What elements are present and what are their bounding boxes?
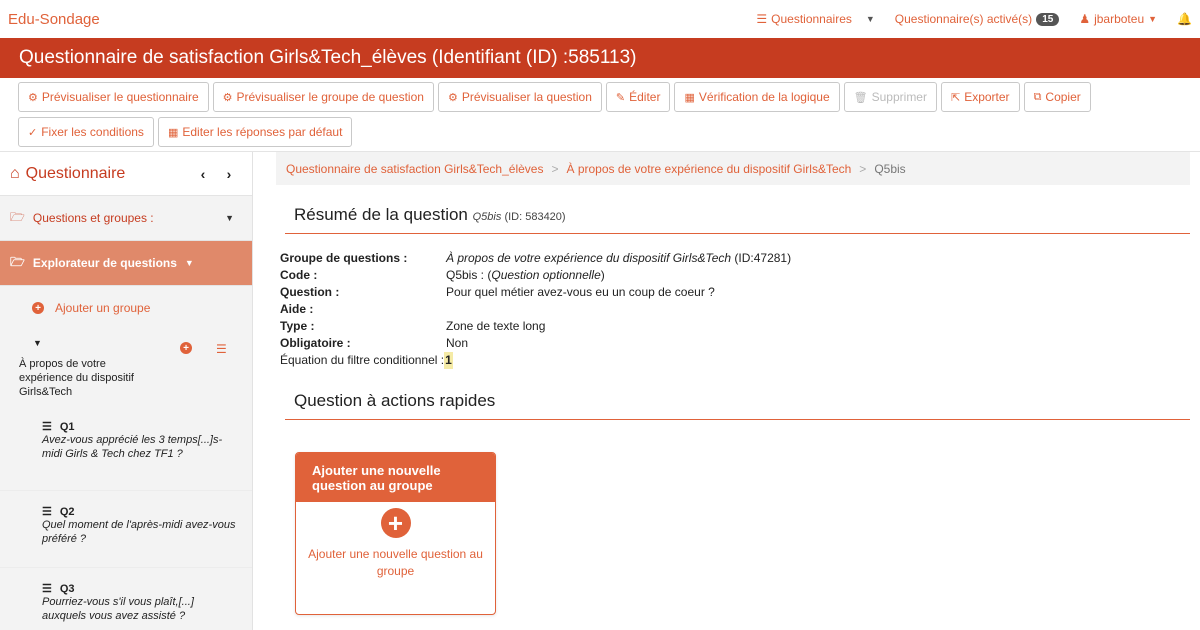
chevron-right-icon[interactable]: › bbox=[226, 165, 232, 182]
add-group-link[interactable] bbox=[0, 286, 252, 330]
notifications-bell[interactable] bbox=[1177, 12, 1192, 26]
list-item[interactable] bbox=[0, 414, 252, 491]
summary-heading bbox=[285, 185, 1190, 234]
add-group-label: Ajouter un groupe bbox=[55, 301, 151, 315]
code-close: ) bbox=[600, 268, 605, 282]
gear-icon: ⚙ bbox=[28, 91, 38, 104]
questionnaires-menu[interactable] bbox=[756, 12, 874, 26]
caret-down-icon[interactable]: ▼ bbox=[33, 338, 42, 348]
question-text: Pourriez-vous s'il vous plaît,[...] auxquels vous avez assisté ? bbox=[42, 596, 194, 622]
navbar-right bbox=[756, 12, 1192, 26]
chevron-down-icon: ▼ bbox=[225, 213, 234, 223]
copy-icon: ⧉ bbox=[1033, 90, 1042, 103]
edit-label: Éditer bbox=[629, 90, 661, 104]
activated-count-badge: 15 bbox=[1036, 13, 1059, 26]
group-field-id: (ID:47281) bbox=[734, 251, 792, 265]
list-icon: ☰ bbox=[42, 506, 52, 518]
code-optional: Question optionnelle bbox=[491, 268, 601, 282]
activated-label: Questionnaire(s) activé(s) bbox=[894, 12, 1033, 26]
sidebar bbox=[0, 152, 253, 630]
list-item[interactable] bbox=[0, 568, 252, 630]
conditions-icon: ✓ bbox=[28, 126, 38, 139]
plus-circle-icon: + bbox=[32, 302, 44, 314]
questions-groups-label: Questions et groupes : bbox=[32, 211, 154, 225]
chevron-down-icon: ▼ bbox=[184, 258, 194, 268]
preview-question-button[interactable] bbox=[438, 82, 602, 112]
add-question-card[interactable] bbox=[295, 452, 496, 615]
main-area bbox=[0, 152, 1200, 630]
delete-label: Supprimer bbox=[871, 90, 927, 104]
quick-actions-heading bbox=[285, 369, 1190, 420]
home-icon[interactable]: ⌂ bbox=[10, 164, 20, 182]
code-field-label: Code : bbox=[280, 268, 318, 282]
question-field-value: Pour quel métier avez-vous eu un coup de coeur ? bbox=[446, 285, 715, 299]
code-field-value: Q5bis : ( bbox=[446, 268, 492, 282]
list-icon: ☰ bbox=[42, 421, 52, 433]
preview-question-label: Prévisualiser la question bbox=[461, 90, 592, 104]
list-icon: ☰ bbox=[42, 583, 52, 595]
preview-survey-label: Prévisualiser le questionnaire bbox=[41, 90, 199, 104]
export-label: Exporter bbox=[964, 90, 1010, 104]
plus-circle-icon: + bbox=[381, 508, 411, 538]
gear-icon: ⚙ bbox=[447, 91, 458, 104]
user-icon: ♟ bbox=[1079, 12, 1091, 26]
default-answers-button[interactable] bbox=[158, 117, 353, 147]
preview-group-label: Prévisualiser le groupe de question bbox=[236, 90, 424, 104]
breadcrumb-question: Q5bis bbox=[874, 161, 906, 176]
survey-title: Questionnaire de satisfaction Girls&Tech_élèves (Identifiant (ID) :585113) bbox=[19, 47, 637, 68]
add-question-card-body bbox=[296, 502, 495, 580]
questionnaires-label: Questionnaires bbox=[771, 12, 852, 26]
breadcrumb bbox=[276, 152, 1190, 185]
user-menu[interactable] bbox=[1079, 12, 1157, 26]
add-question-icon[interactable]: + bbox=[180, 342, 192, 354]
sidebar-title[interactable]: Questionnaire bbox=[25, 164, 126, 182]
chevron-down-icon: ▼ bbox=[865, 14, 875, 24]
summary-id: (ID: 583420) bbox=[504, 211, 566, 223]
content-area bbox=[253, 152, 1200, 630]
gear-icon: ⚙ bbox=[222, 91, 233, 104]
help-field-label: Aide : bbox=[280, 302, 314, 316]
group-field-value: À propos de votre expérience du dispositif Girls&Tech bbox=[446, 251, 732, 265]
pencil-icon: ✎ bbox=[615, 91, 626, 104]
survey-title-bar bbox=[0, 38, 1200, 78]
user-name: jbarboteu bbox=[1094, 12, 1145, 26]
activated-surveys-link[interactable] bbox=[895, 12, 1060, 26]
group-actions bbox=[180, 342, 227, 356]
add-question-card-title: Ajouter une nouvelle question au groupe bbox=[296, 453, 495, 502]
list-item[interactable] bbox=[0, 491, 252, 568]
question-group bbox=[0, 330, 252, 414]
summary-title: Résumé de la question bbox=[294, 205, 468, 224]
top-navbar bbox=[0, 0, 1200, 38]
questions-groups-dropdown[interactable] bbox=[0, 196, 252, 241]
quick-actions-title: Question à actions rapides bbox=[294, 391, 496, 410]
question-code: Q3 bbox=[59, 582, 75, 595]
delete-button[interactable] bbox=[844, 82, 937, 112]
summary-code: Q5bis bbox=[472, 211, 502, 223]
list-icon[interactable]: ☰ bbox=[216, 342, 227, 356]
bell-icon: 🔔 bbox=[1177, 12, 1192, 26]
sidebar-header bbox=[0, 152, 252, 196]
group-field-label: Groupe de questions : bbox=[280, 251, 408, 265]
edit-button[interactable] bbox=[606, 82, 671, 112]
question-toolbar bbox=[0, 78, 1200, 152]
export-icon: ⇱ bbox=[950, 91, 961, 104]
question-field-label: Question : bbox=[280, 285, 340, 299]
check-logic-button[interactable] bbox=[674, 82, 839, 112]
check-logic-label: Vérification de la logique bbox=[698, 90, 830, 104]
trash-icon: 🗑 bbox=[853, 91, 868, 104]
table-icon: ▦ bbox=[167, 126, 179, 139]
chevron-down-icon: ▼ bbox=[1148, 14, 1158, 24]
breadcrumb-separator: > bbox=[859, 161, 867, 176]
brand-link[interactable]: Edu-Sondage bbox=[8, 10, 100, 28]
question-text: Quel moment de l'après-midi avez-vous préféré ? bbox=[42, 519, 236, 545]
breadcrumb-separator: > bbox=[551, 161, 559, 176]
default-answers-label: Editer les réponses par défaut bbox=[182, 125, 343, 139]
question-code: Q1 bbox=[59, 420, 75, 433]
question-explorer-toggle[interactable] bbox=[0, 241, 252, 286]
mandatory-field-label: Obligatoire : bbox=[280, 336, 351, 350]
equation-field-value: 1 bbox=[445, 353, 452, 367]
preview-group-button[interactable] bbox=[213, 82, 434, 112]
set-conditions-label: Fixer les conditions bbox=[41, 125, 144, 139]
question-summary bbox=[280, 234, 1190, 369]
mandatory-field-value: Non bbox=[446, 336, 469, 350]
list-icon: ☰ bbox=[756, 12, 768, 26]
group-label[interactable]: À propos de votre expérience du dispositif Girls&Tech bbox=[19, 358, 134, 398]
question-text: Avez-vous apprécié les 3 temps[...]s-midi Girls & Tech chez TF1 ? bbox=[42, 434, 223, 460]
breadcrumb-group[interactable]: À propos de votre expérience du dispositif Girls&Tech bbox=[566, 161, 852, 176]
copy-button[interactable] bbox=[1024, 82, 1091, 112]
add-question-card-text: Ajouter une nouvelle question au groupe bbox=[308, 547, 483, 578]
qa-icon: ▦ bbox=[684, 91, 695, 104]
question-explorer-label: Explorateur de questions bbox=[32, 256, 177, 270]
export-button[interactable] bbox=[941, 82, 1020, 112]
chevron-left-icon[interactable]: ‹ bbox=[200, 165, 206, 182]
type-field-value: Zone de texte long bbox=[446, 319, 546, 333]
set-conditions-button[interactable] bbox=[18, 117, 154, 147]
question-code: Q2 bbox=[59, 505, 75, 518]
preview-survey-button[interactable] bbox=[18, 82, 209, 112]
folder-open-icon: 🗁 bbox=[10, 254, 25, 269]
folder-open-icon: 🗁 bbox=[10, 209, 25, 224]
equation-field-label: Équation du filtre conditionnel : bbox=[280, 353, 445, 367]
breadcrumb-survey[interactable]: Questionnaire de satisfaction Girls&Tech_élèves bbox=[286, 161, 544, 176]
copy-label: Copier bbox=[1045, 90, 1081, 104]
type-field-label: Type : bbox=[280, 319, 315, 333]
